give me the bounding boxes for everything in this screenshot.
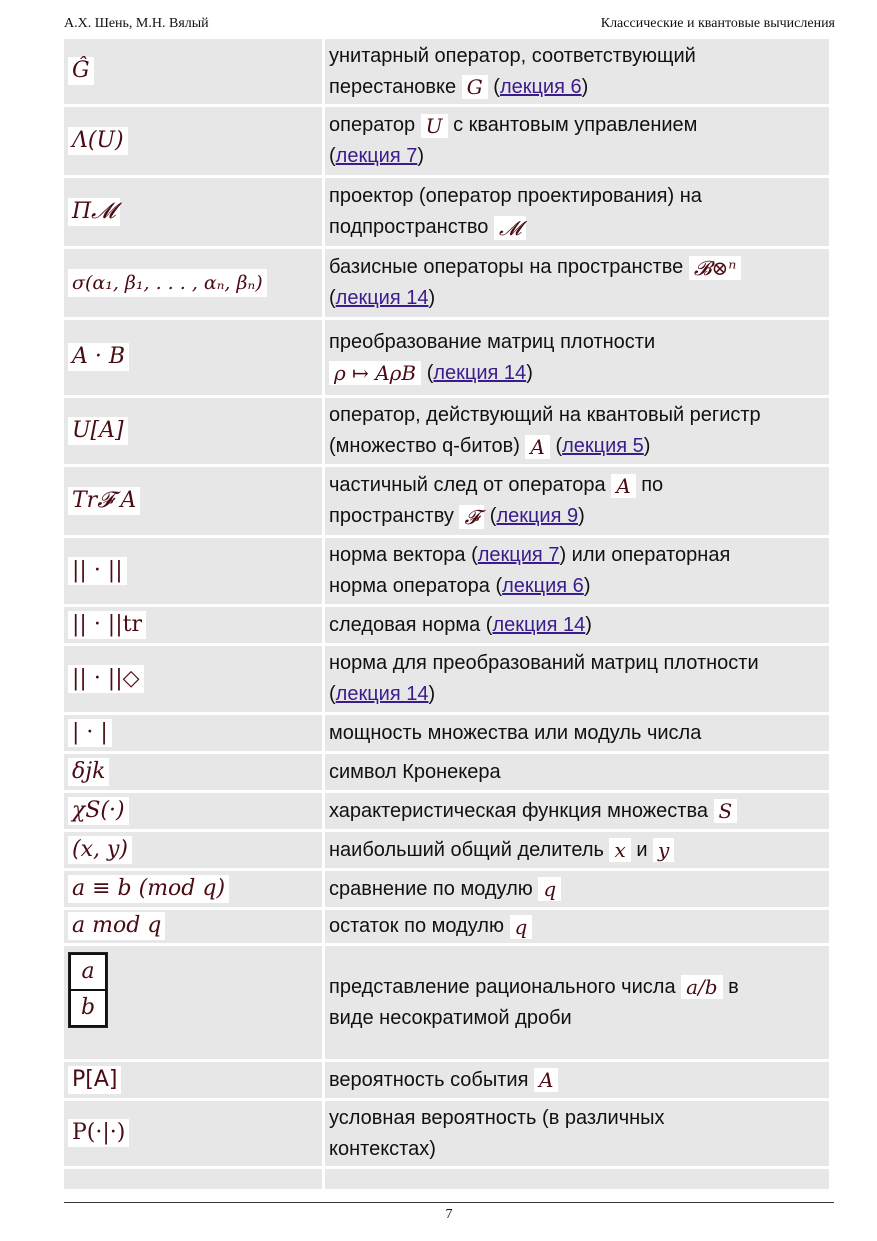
math-inline: A [611,474,635,498]
lecture-link[interactable]: лекция 14 [492,613,586,636]
lecture-link[interactable]: лекция 14 [433,361,527,384]
symbol: || · ||tr [68,611,146,639]
lecture-link[interactable]: лекция 14 [335,287,429,309]
math-inline: 𝓕 [459,505,484,529]
math-inline: q [538,877,561,901]
math-inline: q [510,915,533,939]
table-row: Ĝ унитарный оператор, соответствующий перестановке G (лекция 6) [64,39,829,104]
lecture-link[interactable]: лекция 7 [477,544,560,566]
page-footer [64,1202,834,1223]
table-row: Λ(U) оператор U с квантовым управлением (лекция 7) [64,107,829,175]
math-inline: U [421,114,448,138]
table-row: χS(·) характеристическая функция множества S [64,793,829,829]
symbol: | · | [68,719,112,747]
lecture-link[interactable]: лекция 14 [335,683,429,705]
math-inline: 𝓜 [494,216,526,240]
lecture-link[interactable]: лекция 6 [499,75,582,98]
math-inline: x [609,838,630,862]
symbol: Π𝓜 [68,198,120,226]
table-row: U[A] оператор, действующий на квантовый регистр (множество q-битов) A (лекция 5) [64,398,829,464]
symbol: (x, y) [68,836,132,864]
header-book-title: Классические и квантовые вычисления [600,16,835,31]
math-inline: y [653,838,674,862]
table-row: Tr𝓕 A частичный след от оператора A по пространству 𝓕 (лекция 9) [64,467,829,535]
page-number: 7 [445,1207,453,1222]
table-row: | · | мощность множества или модуль числа [64,715,829,751]
symbol: A · B [68,343,129,371]
symbol: χS(·) [68,797,129,825]
fraction-box [68,952,108,1028]
table-row: A · B преобразование матриц плотности ρ ↦ AρB (лекция 14) [64,320,829,395]
symbol: P(·|·) [68,1119,129,1147]
fraction-denominator: b [69,991,107,1027]
symbol: Tr𝓕 A [68,487,140,515]
table-row: Π𝓜 проектор (оператор проектирования) на подпространство 𝓜 [64,178,829,246]
table-row: P(·|·) условная вероятность (в различных контекстах) [64,1101,829,1166]
math-inline: A [525,435,549,459]
header-authors: А.Х. Шень, М.Н. Вялый [64,16,209,31]
symbol: P[A] [68,1066,121,1094]
symbol: δjk [68,758,109,786]
symbol: Ĝ [68,57,94,85]
notation-table [61,36,832,1192]
math-inline: ρ ↦ AρB [329,361,421,385]
table-row: || · ||tr следовая норма (лекция 14) [64,607,829,643]
symbol: Λ(U) [68,127,128,155]
symbol: U[A] [68,417,128,445]
table-row: σ(α₁, β₁, . . . , αₙ, βₙ) базисные операторы на пространстве 𝓑⊗ⁿ (лекция 14) [64,249,829,317]
table-row: $\frac{a}{b}$ представление рационального числа a/b в виде несократимой дроби [64,946,829,1059]
table-row: δjk символ Кронекера [64,754,829,790]
running-header [64,16,835,34]
symbol: σ(α₁, β₁, . . . , αₙ, βₙ) [68,269,267,297]
math-inline: a/b [681,975,722,999]
math-inline: S [714,799,738,823]
fraction-numerator: a [69,953,107,991]
lecture-link[interactable]: лекция 5 [562,435,644,457]
table-row: || · ||◇ норма для преобразований матриц плотности (лекция 14) [64,646,829,712]
table-row: P[A] вероятность события A [64,1062,829,1098]
table-row: a ≡ b (mod q) сравнение по модулю q [64,871,829,907]
lecture-link[interactable]: лекция 6 [502,575,584,597]
symbol: || · ||◇ [68,665,144,693]
table-row: || · || норма вектора (лекция 7) или операторная норма оператора (лекция 6) [64,538,829,604]
math-inline: G [462,75,488,99]
table-row [64,1169,829,1189]
math-inline: A [534,1068,558,1092]
symbol: a mod q [68,912,165,940]
symbol: || · || [68,557,127,585]
math-inline: 𝓑⊗ⁿ [689,256,742,280]
symbol: a ≡ b (mod q) [68,875,229,903]
lecture-link[interactable]: лекция 7 [335,145,418,167]
lecture-link[interactable]: лекция 9 [496,505,579,527]
table-row: (x, y) наибольший общий делитель x и y [64,832,829,868]
table-row: a mod q остаток по модулю q [64,910,829,943]
